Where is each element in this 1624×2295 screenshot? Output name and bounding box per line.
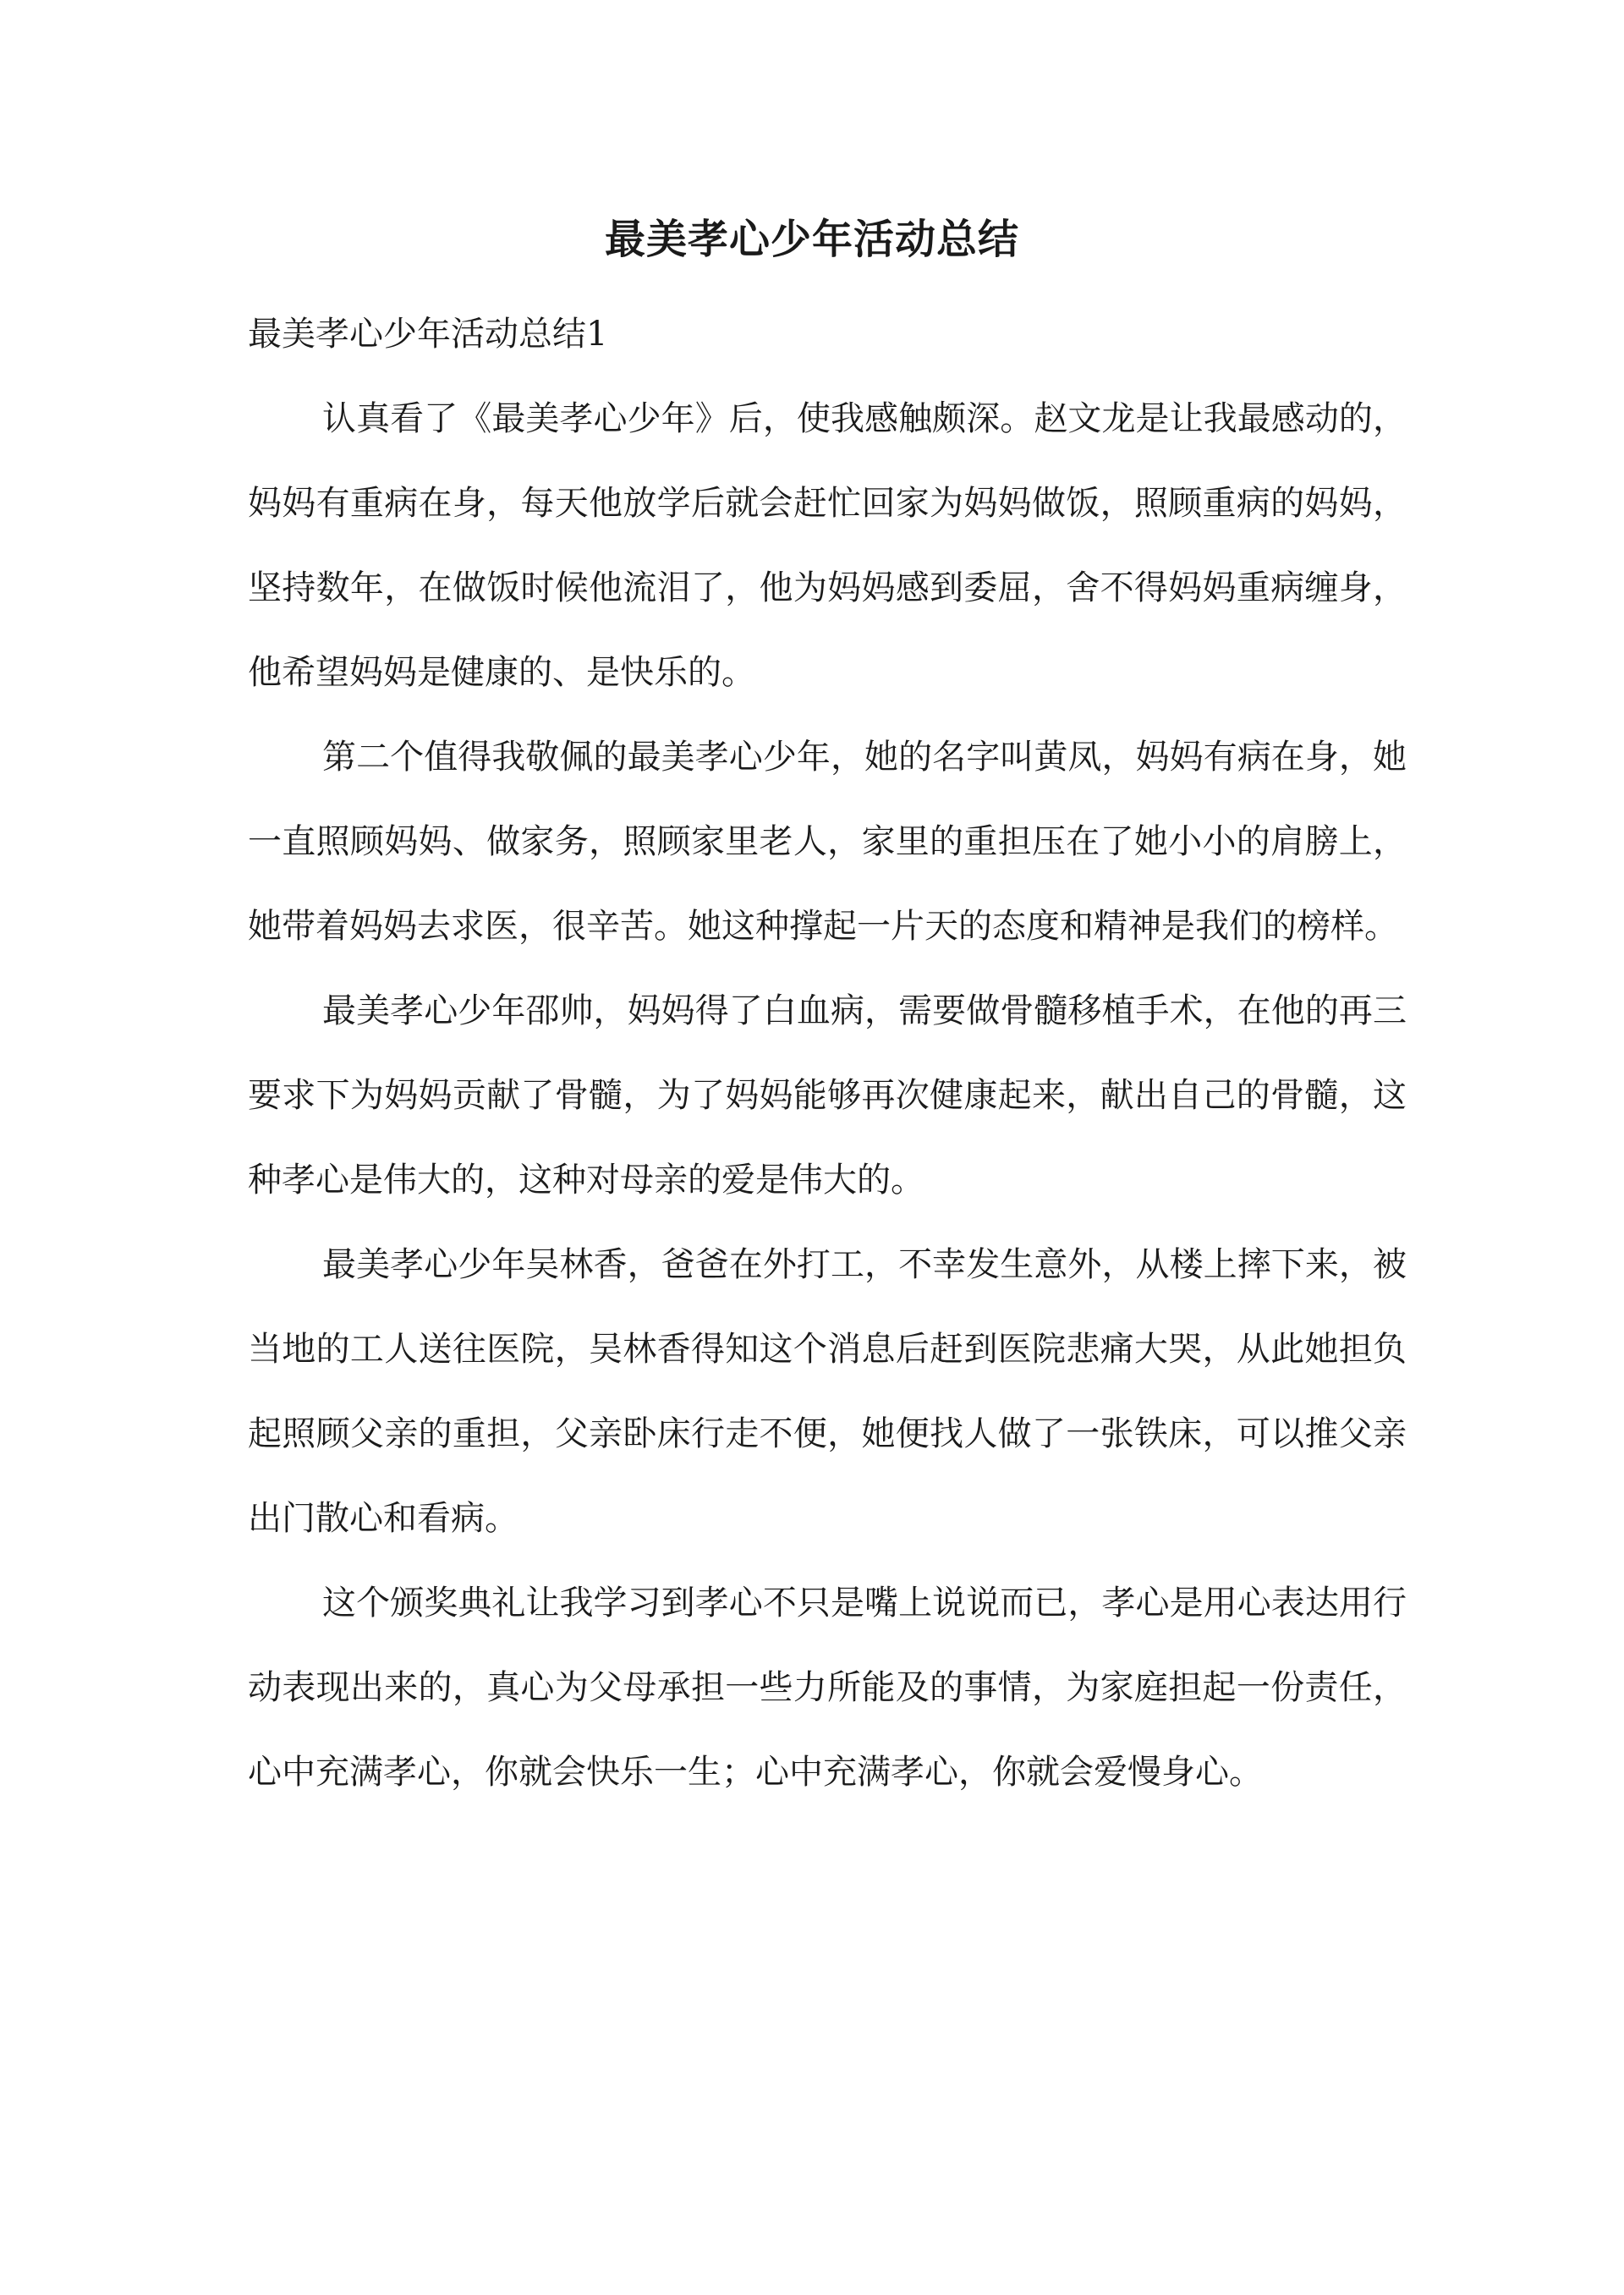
paragraph-2: 第二个值得我敬佩的最美孝心少年，她的名字叫黄凤，妈妈有病在身，她一直照顾妈妈、做家务，照顾家里老人，家里的重担压在了她小小的肩膀上，她带着妈妈去求医，很辛苦。她这种撑起一片天的态度和精神是我们的榜样。 [248,738,1407,946]
paragraph-3: 最美孝心少年邵帅，妈妈得了白血病，需要做骨髓移植手术，在他的再三要求下为妈妈贡献了骨髓，为了妈妈能够再次健康起来，献出自己的骨髓，这种孝心是伟大的，这种对母亲的爱是伟大的。 [248,991,1407,1200]
document-body [248,292,1407,1815]
paragraph-4: 最美孝心少年吴林香，爸爸在外打工，不幸发生意外，从楼上摔下来，被当地的工人送往医院，吴林香得知这个消息后赶到医院悲痛大哭，从此她担负起照顾父亲的重担，父亲卧床行走不便，她便找人做了一张铁床，可以推父亲出门散心和看病。 [248,1245,1407,1538]
paragraph-1: 认真看了《最美孝心少年》后，使我感触颇深。赵文龙是让我最感动的，妈妈有重病在身，每天他放学后就会赶忙回家为妈妈做饭，照顾重病的妈妈，坚持数年，在做饭时候他流泪了，他为妈妈感到委屈，舍不得妈妈重病缠身，他希望妈妈是健康的、是快乐的。 [248,399,1407,692]
paragraph-5: 这个颁奖典礼让我学习到孝心不只是嘴上说说而已，孝心是用心表达用行动表现出来的，真心为父母承担一些力所能及的事情，为家庭担起一份责任，心中充满孝心，你就会快乐一生；心中充满孝心，你就会爱慢身心。 [248,1584,1407,1792]
section-heading: 最美孝心少年活动总结1 [248,315,608,354]
document-title: 最美孝心少年活动总结 [604,216,1019,263]
